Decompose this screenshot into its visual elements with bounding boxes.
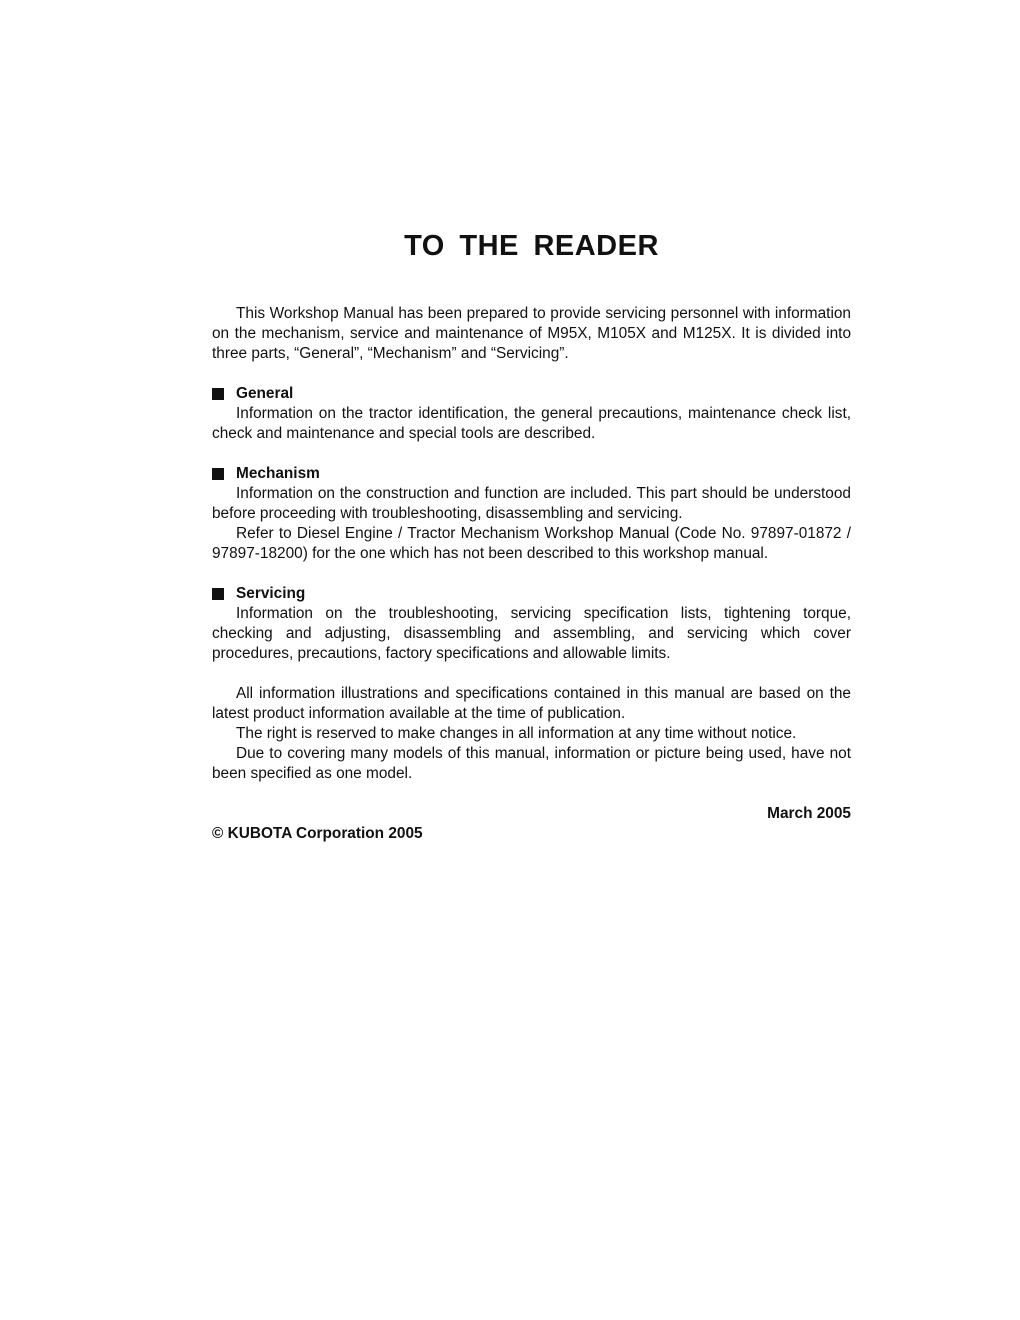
section-heading-servicing — [212, 584, 851, 604]
black-square-icon — [212, 388, 224, 400]
spacer — [212, 364, 851, 384]
section-heading-mechanism — [212, 464, 851, 484]
section-heading-general — [212, 384, 851, 404]
closing-paragraph-2: The right is reserved to make changes in all information at any time without notice. — [236, 725, 797, 742]
black-square-icon — [212, 468, 224, 480]
general-paragraph: Information on the tractor identification, the general precautions, maintenance check list, check and maintenance and special tools are described. — [212, 405, 851, 442]
spacer — [212, 664, 851, 684]
closing-paragraph-1: All information illustrations and specifications contained in this manual are based on the latest product information available at the time of publication. — [212, 685, 851, 722]
publication-date: March 2005 — [767, 805, 851, 822]
spacer — [212, 784, 851, 804]
mechanism-paragraph-1: Information on the construction and function are included. This part should be understood before proceeding with troubleshooting, disassembling and servicing. — [212, 485, 851, 522]
spacer — [212, 564, 851, 584]
spacer — [212, 444, 851, 464]
document-body — [212, 304, 851, 844]
servicing-paragraph: Information on the troubleshooting, servicing specification lists, tightening torque, checking and adjusting, disassembling and assembling, and servicing which cover procedures, precautions, factory specifications and allowable limits. — [212, 605, 851, 662]
page-title: TO THE READER — [404, 230, 659, 262]
section-heading-label: General — [236, 385, 294, 402]
section-heading-label: Mechanism — [236, 465, 320, 482]
mechanism-paragraph-2: Refer to Diesel Engine / Tractor Mechanism Workshop Manual (Code No. 97897-01872 / 97897-18200) for the one which has not been described to this workshop manual. — [212, 525, 851, 562]
section-heading-label: Servicing — [236, 585, 306, 602]
intro-paragraph: This Workshop Manual has been prepared to provide servicing personnel with information on the mechanism, service and maintenance of M95X, M105X and M125X. It is divided into three parts, “General”, “Mechanism” and “Servicing”. — [212, 305, 851, 362]
black-square-icon — [212, 588, 224, 600]
closing-paragraph-3: Due to covering many models of this manual, information or picture being used, have not been specified as one model. — [212, 745, 851, 782]
copyright-notice: © KUBOTA Corporation 2005 — [212, 825, 423, 842]
